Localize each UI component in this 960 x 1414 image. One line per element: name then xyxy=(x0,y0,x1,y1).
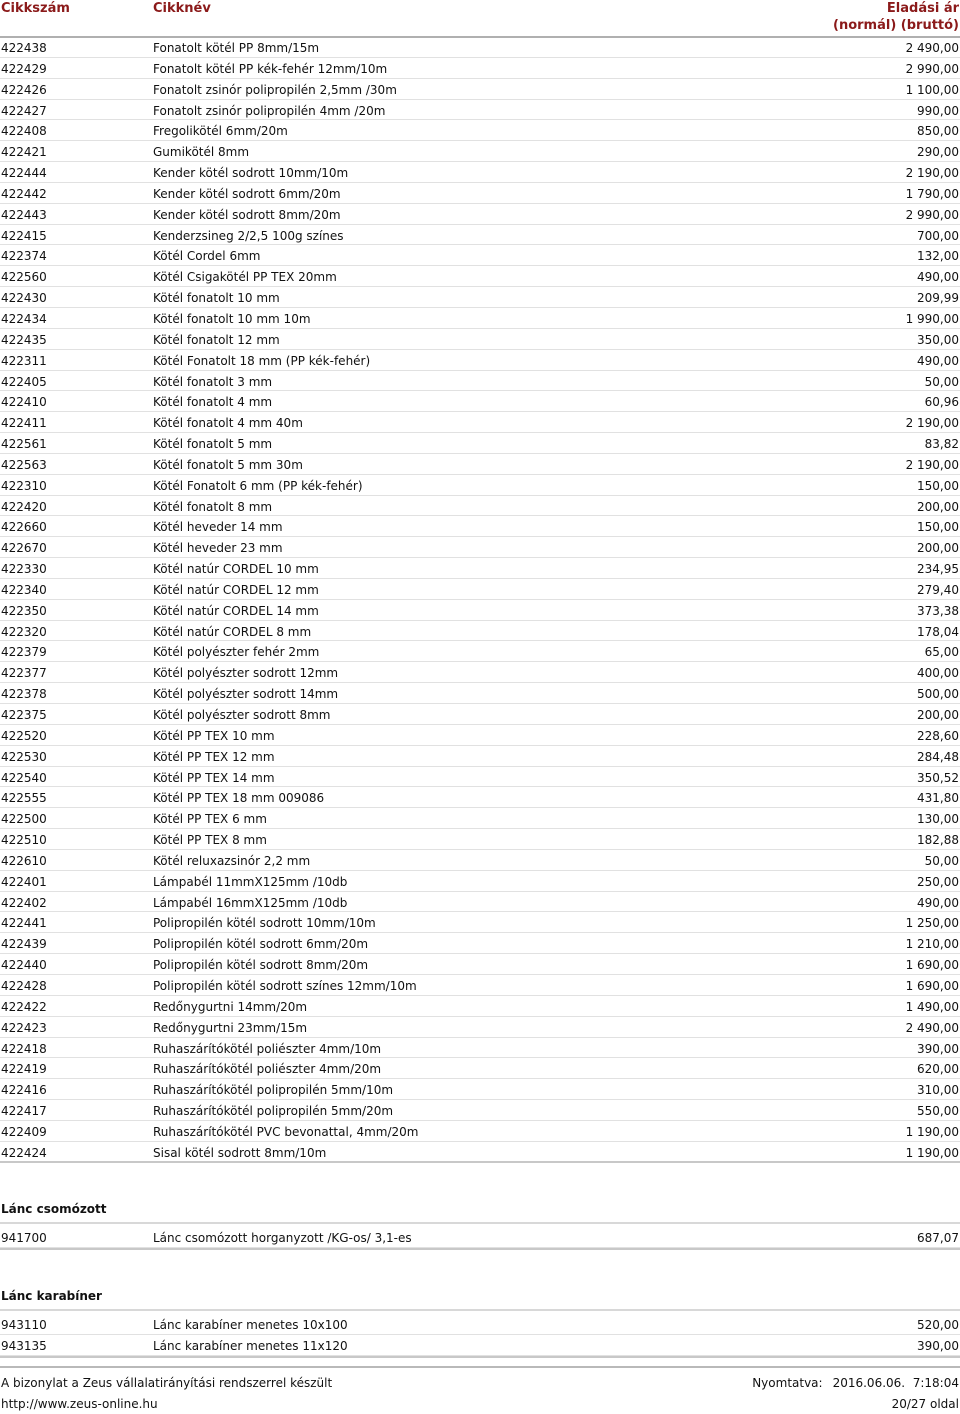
cell-price: 2 190,00 xyxy=(905,457,959,472)
section-table-lanc-karabiner xyxy=(0,1314,960,1356)
cell-price: 1 190,00 xyxy=(905,1145,959,1160)
table-header xyxy=(0,0,960,37)
table-row xyxy=(0,579,960,600)
cell-code: 422416 xyxy=(1,1083,47,1098)
cell-code: 422520 xyxy=(1,728,47,743)
cell-name: Polipropilén kötél sodrott színes 12mm/10m xyxy=(153,978,417,993)
table-row xyxy=(0,120,960,141)
section-divider xyxy=(0,1356,960,1358)
column-header-price: Eladási ár xyxy=(886,1,959,16)
table-row xyxy=(0,829,960,850)
cell-name: Kötél fonatolt 12 mm xyxy=(153,332,280,347)
cell-price: 130,00 xyxy=(917,812,959,827)
cell-price: 150,00 xyxy=(917,520,959,535)
cell-price: 178,04 xyxy=(917,624,959,639)
table-row xyxy=(0,912,960,933)
table-row xyxy=(0,37,960,58)
cell-price: 310,00 xyxy=(917,1083,959,1098)
table-row xyxy=(0,746,960,767)
cell-name: Kötél PP TEX 14 mm xyxy=(153,770,275,785)
cell-price: 209,99 xyxy=(917,291,959,306)
cell-name: Kötél fonatolt 4 mm 40m xyxy=(153,416,303,431)
cell-price: 234,95 xyxy=(917,562,959,577)
cell-code: 422435 xyxy=(1,332,47,347)
cell-code: 422428 xyxy=(1,978,47,993)
cell-price: 290,00 xyxy=(917,145,959,160)
table-row xyxy=(0,1314,960,1335)
cell-code: 422320 xyxy=(1,624,47,639)
cell-name: Kötél heveder 14 mm xyxy=(153,520,283,535)
table-row xyxy=(0,391,960,412)
cell-name: Fonatolt zsinór polipropilén 2,5mm /30m xyxy=(153,82,397,97)
cell-price: 373,38 xyxy=(917,603,959,618)
cell-code: 422426 xyxy=(1,82,47,97)
table-row xyxy=(0,266,960,287)
cell-price: 182,88 xyxy=(917,833,959,848)
cell-name: Kötél natúr CORDEL 8 mm xyxy=(153,624,312,639)
cell-price: 490,00 xyxy=(917,895,959,910)
cell-price: 284,48 xyxy=(917,749,959,764)
cell-price: 60,96 xyxy=(924,395,959,410)
column-header-name: Cikknév xyxy=(153,1,211,16)
cell-price: 400,00 xyxy=(917,666,959,681)
cell-name: Polipropilén kötél sodrott 6mm/20m xyxy=(153,937,369,952)
cell-price: 200,00 xyxy=(917,708,959,722)
footer-url[interactable]: http://www.zeus-online.hu xyxy=(1,1397,158,1411)
cell-name: Ruhaszárítókötél PVC bevonattal, 4mm/20m xyxy=(153,1124,419,1139)
cell-name: Kötél Cordel 6mm xyxy=(153,249,261,264)
cell-price: 1 790,00 xyxy=(905,186,959,201)
table-row xyxy=(0,933,960,954)
cell-price: 350,52 xyxy=(917,770,959,785)
cell-code: 422434 xyxy=(1,311,47,326)
cell-name: Kötél polyészter sodrott 8mm xyxy=(153,708,331,722)
table-row xyxy=(0,850,960,871)
section-divider xyxy=(0,1161,960,1163)
cell-price: 50,00 xyxy=(924,374,959,389)
cell-price: 500,00 xyxy=(917,687,959,702)
table-row xyxy=(0,808,960,829)
cell-code: 422405 xyxy=(1,374,47,389)
cell-name: Lámpabél 16mmX125mm /10db xyxy=(153,895,348,910)
cell-price: 1 210,00 xyxy=(905,937,959,952)
cell-code: 422417 xyxy=(1,1104,47,1119)
cell-price: 1 190,00 xyxy=(905,1124,959,1139)
cell-code: 422442 xyxy=(1,186,47,201)
table-row xyxy=(0,996,960,1017)
cell-name: Ruhaszárítókötél polipropilén 5mm/20m xyxy=(153,1104,394,1119)
table-row xyxy=(0,204,960,225)
table-row xyxy=(0,225,960,246)
table-row xyxy=(0,725,960,746)
cell-name: Kötél PP TEX 18 mm 009086 xyxy=(153,791,325,806)
cell-price: 228,60 xyxy=(917,728,959,743)
cell-name: Kötél reluxazsinór 2,2 mm xyxy=(153,853,311,868)
cell-code: 422540 xyxy=(1,770,47,785)
footer-page-number: 20/27 oldal xyxy=(891,1397,959,1411)
table-row xyxy=(0,58,960,79)
cell-price: 490,00 xyxy=(917,270,959,285)
cell-name: Kötél natúr CORDEL 14 mm xyxy=(153,603,319,618)
table-row xyxy=(0,1058,960,1079)
cell-price: 520,00 xyxy=(917,1318,959,1332)
cell-price: 65,00 xyxy=(924,645,959,660)
table-row xyxy=(0,558,960,579)
cell-code: 422340 xyxy=(1,582,47,597)
section-divider xyxy=(0,1309,960,1311)
cell-price: 279,40 xyxy=(917,582,959,597)
cell-price: 2 190,00 xyxy=(905,166,959,181)
cell-name: Ruhaszárítókötél poliészter 4mm/10m xyxy=(153,1041,382,1056)
table-row xyxy=(0,162,960,183)
cell-code: 422415 xyxy=(1,228,47,243)
cell-name: Polipropilén kötél sodrott 10mm/10m xyxy=(153,916,376,931)
cell-name: Fregolikötél 6mm/20m xyxy=(153,124,288,139)
cell-price: 390,00 xyxy=(917,1041,959,1056)
footer-printed-label: Nyomtatva: xyxy=(752,1376,823,1390)
cell-price: 700,00 xyxy=(917,228,959,243)
cell-price: 2 990,00 xyxy=(905,61,959,76)
cell-price: 1 990,00 xyxy=(905,311,959,326)
cell-price: 2 190,00 xyxy=(905,416,959,431)
table-row xyxy=(0,787,960,808)
table-row xyxy=(0,412,960,433)
cell-name: Kötél PP TEX 8 mm xyxy=(153,833,267,848)
cell-name: Kötél fonatolt 3 mm xyxy=(153,374,273,389)
cell-code: 422563 xyxy=(1,457,47,472)
section-title-lanc-csomozott: Lánc csomózott xyxy=(1,1202,107,1216)
cell-code: 943110 xyxy=(1,1318,47,1332)
table-row xyxy=(0,537,960,558)
cell-code: 422421 xyxy=(1,145,47,160)
cell-name: Kötél fonatolt 5 mm 30m xyxy=(153,457,303,472)
table-row xyxy=(0,975,960,996)
cell-code: 422443 xyxy=(1,207,47,222)
cell-price: 2 990,00 xyxy=(905,207,959,222)
cell-name: Kender kötél sodrott 6mm/20m xyxy=(153,186,341,201)
section-title-lanc-karabiner: Lánc karabíner xyxy=(1,1289,102,1303)
table-row xyxy=(0,1100,960,1121)
cell-price: 620,00 xyxy=(917,1062,959,1077)
main-table-body xyxy=(0,37,960,1163)
table-row xyxy=(0,600,960,621)
cell-name: Kötél natúr CORDEL 12 mm xyxy=(153,582,319,597)
cell-code: 422500 xyxy=(1,812,47,827)
cell-name: Kender kötél sodrott 10mm/10m xyxy=(153,166,349,181)
cell-code: 422311 xyxy=(1,353,47,368)
table-row xyxy=(0,516,960,537)
cell-price: 1 490,00 xyxy=(905,999,959,1014)
table-row xyxy=(0,1227,960,1248)
cell-price: 50,00 xyxy=(924,853,959,868)
cell-code: 422530 xyxy=(1,749,47,764)
table-row xyxy=(0,329,960,350)
table-row xyxy=(0,1335,960,1356)
cell-name: Fonatolt zsinór polipropilén 4mm /20m xyxy=(153,103,386,118)
cell-name: Kender kötél sodrott 8mm/20m xyxy=(153,207,341,222)
table-row xyxy=(0,871,960,892)
cell-code: 422375 xyxy=(1,708,47,722)
section-divider xyxy=(0,1248,960,1250)
cell-code: 422411 xyxy=(1,416,47,431)
cell-name: Kötél Fonatolt 6 mm (PP kék-fehér) xyxy=(153,478,363,493)
cell-name: Kötél Csigakötél PP TEX 20mm xyxy=(153,270,337,285)
table-row xyxy=(0,1079,960,1100)
cell-code: 422409 xyxy=(1,1124,47,1139)
cell-code: 422427 xyxy=(1,103,47,118)
cell-code: 422378 xyxy=(1,687,47,702)
cell-name: Kötél heveder 23 mm xyxy=(153,541,283,556)
table-row xyxy=(0,475,960,496)
cell-price: 687,07 xyxy=(917,1231,959,1245)
table-row xyxy=(0,892,960,913)
cell-code: 422610 xyxy=(1,853,47,868)
table-row xyxy=(0,1121,960,1142)
column-header-price-sub: (normál) (bruttó) xyxy=(833,18,959,33)
cell-name: Sisal kötél sodrott 8mm/10m xyxy=(153,1145,327,1160)
cell-code: 943135 xyxy=(1,1338,47,1353)
cell-name: Kötél PP TEX 10 mm xyxy=(153,728,275,743)
cell-price: 83,82 xyxy=(924,437,959,452)
cell-name: Kötél fonatolt 5 mm xyxy=(153,437,273,452)
table-row xyxy=(0,183,960,204)
cell-code: 422439 xyxy=(1,937,47,952)
table-row xyxy=(0,954,960,975)
cell-price: 1 690,00 xyxy=(905,978,959,993)
cell-name: Redőnygurtni 14mm/20m xyxy=(153,999,308,1014)
footer-printed xyxy=(752,1376,959,1390)
table-row xyxy=(0,79,960,100)
table-row xyxy=(0,308,960,329)
cell-code: 422429 xyxy=(1,61,47,76)
table-row xyxy=(0,245,960,266)
cell-code: 422377 xyxy=(1,666,47,681)
table-row xyxy=(0,371,960,392)
table-row xyxy=(0,1017,960,1038)
cell-code: 422408 xyxy=(1,124,47,139)
cell-price: 1 250,00 xyxy=(905,916,959,931)
cell-name: Kenderzsineg 2/2,5 100g színes xyxy=(153,228,344,243)
cell-price: 1 690,00 xyxy=(905,958,959,973)
table-row xyxy=(0,1038,960,1059)
cell-code: 941700 xyxy=(1,1231,47,1245)
footer-divider xyxy=(0,1366,960,1368)
cell-price: 2 490,00 xyxy=(905,1020,959,1035)
cell-name: Lánc csomózott horganyzott /KG-os/ 3,1-es xyxy=(153,1231,412,1245)
cell-name: Kötél fonatolt 4 mm xyxy=(153,395,273,410)
cell-code: 422330 xyxy=(1,562,47,577)
table-row xyxy=(0,641,960,662)
cell-price: 390,00 xyxy=(917,1338,959,1353)
cell-name: Kötél PP TEX 6 mm xyxy=(153,812,267,827)
cell-code: 422374 xyxy=(1,249,47,264)
cell-code: 422555 xyxy=(1,791,47,806)
cell-price: 132,00 xyxy=(917,249,959,264)
cell-code: 422560 xyxy=(1,270,47,285)
cell-code: 422444 xyxy=(1,166,47,181)
cell-name: Kötél polyészter sodrott 12mm xyxy=(153,666,339,681)
cell-price: 200,00 xyxy=(917,499,959,514)
cell-code: 422424 xyxy=(1,1145,47,1160)
section-divider xyxy=(0,1222,960,1224)
cell-code: 422410 xyxy=(1,395,47,410)
footer-generated-by: A bizonylat a Zeus vállalatirányítási rendszerrel készült xyxy=(1,1376,333,1390)
section-table-lanc-csomozott xyxy=(0,1227,960,1248)
table-row xyxy=(0,100,960,121)
cell-name: Kötél fonatolt 10 mm xyxy=(153,291,280,306)
cell-code: 422422 xyxy=(1,999,47,1014)
cell-name: Kötél fonatolt 10 mm 10m xyxy=(153,311,311,326)
table-row xyxy=(0,767,960,788)
cell-code: 422401 xyxy=(1,874,47,889)
cell-code: 422438 xyxy=(1,41,47,55)
cell-name: Kötél natúr CORDEL 10 mm xyxy=(153,562,319,577)
cell-price: 200,00 xyxy=(917,541,959,556)
cell-name: Ruhaszárítókötél poliészter 4mm/20m xyxy=(153,1062,382,1077)
cell-price: 1 100,00 xyxy=(905,82,959,97)
cell-name: Kötél Fonatolt 18 mm (PP kék-fehér) xyxy=(153,353,371,368)
table-row xyxy=(0,433,960,454)
cell-code: 422440 xyxy=(1,958,47,973)
cell-price: 250,00 xyxy=(917,874,959,889)
cell-price: 550,00 xyxy=(917,1104,959,1119)
footer-printed-value: 2016.06.06. 7:18:04 xyxy=(832,1376,959,1390)
cell-code: 422420 xyxy=(1,499,47,514)
cell-name: Fonatolt kötél PP 8mm/15m xyxy=(153,41,320,55)
cell-code: 422379 xyxy=(1,645,47,660)
cell-name: Lámpabél 11mmX125mm /10db xyxy=(153,874,348,889)
table-row xyxy=(0,287,960,308)
column-header-code: Cikkszám xyxy=(1,1,70,16)
cell-code: 422670 xyxy=(1,541,47,556)
cell-name: Polipropilén kötél sodrott 8mm/20m xyxy=(153,958,369,973)
table-row xyxy=(0,621,960,642)
cell-price: 490,00 xyxy=(917,353,959,368)
cell-code: 422350 xyxy=(1,603,47,618)
table-row xyxy=(0,141,960,162)
cell-price: 850,00 xyxy=(917,124,959,139)
cell-name: Lánc karabíner menetes 11x120 xyxy=(153,1338,348,1353)
table-row xyxy=(0,1142,960,1163)
cell-price: 150,00 xyxy=(917,478,959,493)
cell-price: 990,00 xyxy=(917,103,959,118)
cell-name: Lánc karabíner menetes 10x100 xyxy=(153,1318,348,1332)
table-row xyxy=(0,704,960,725)
cell-code: 422660 xyxy=(1,520,47,535)
cell-code: 422419 xyxy=(1,1062,47,1077)
cell-name: Ruhaszárítókötél polipropilén 5mm/10m xyxy=(153,1083,394,1098)
cell-name: Kötél polyészter fehér 2mm xyxy=(153,645,320,660)
cell-code: 422310 xyxy=(1,478,47,493)
cell-name: Kötél polyészter sodrott 14mm xyxy=(153,687,339,702)
cell-price: 350,00 xyxy=(917,332,959,347)
table-row xyxy=(0,350,960,371)
cell-code: 422402 xyxy=(1,895,47,910)
cell-name: Fonatolt kötél PP kék-fehér 12mm/10m xyxy=(153,61,388,76)
table-row xyxy=(0,683,960,704)
cell-price: 2 490,00 xyxy=(905,41,959,55)
cell-code: 422418 xyxy=(1,1041,47,1056)
cell-code: 422510 xyxy=(1,833,47,848)
cell-name: Gumikötél 8mm xyxy=(153,145,250,160)
cell-code: 422561 xyxy=(1,437,47,452)
table-row xyxy=(0,454,960,475)
cell-code: 422430 xyxy=(1,291,47,306)
cell-name: Kötél fonatolt 8 mm xyxy=(153,499,273,514)
table-row xyxy=(0,662,960,683)
cell-code: 422441 xyxy=(1,916,47,931)
cell-name: Redőnygurtni 23mm/15m xyxy=(153,1020,308,1035)
cell-price: 431,80 xyxy=(917,791,959,806)
cell-name: Kötél PP TEX 12 mm xyxy=(153,749,275,764)
cell-code: 422423 xyxy=(1,1020,47,1035)
table-row xyxy=(0,496,960,517)
